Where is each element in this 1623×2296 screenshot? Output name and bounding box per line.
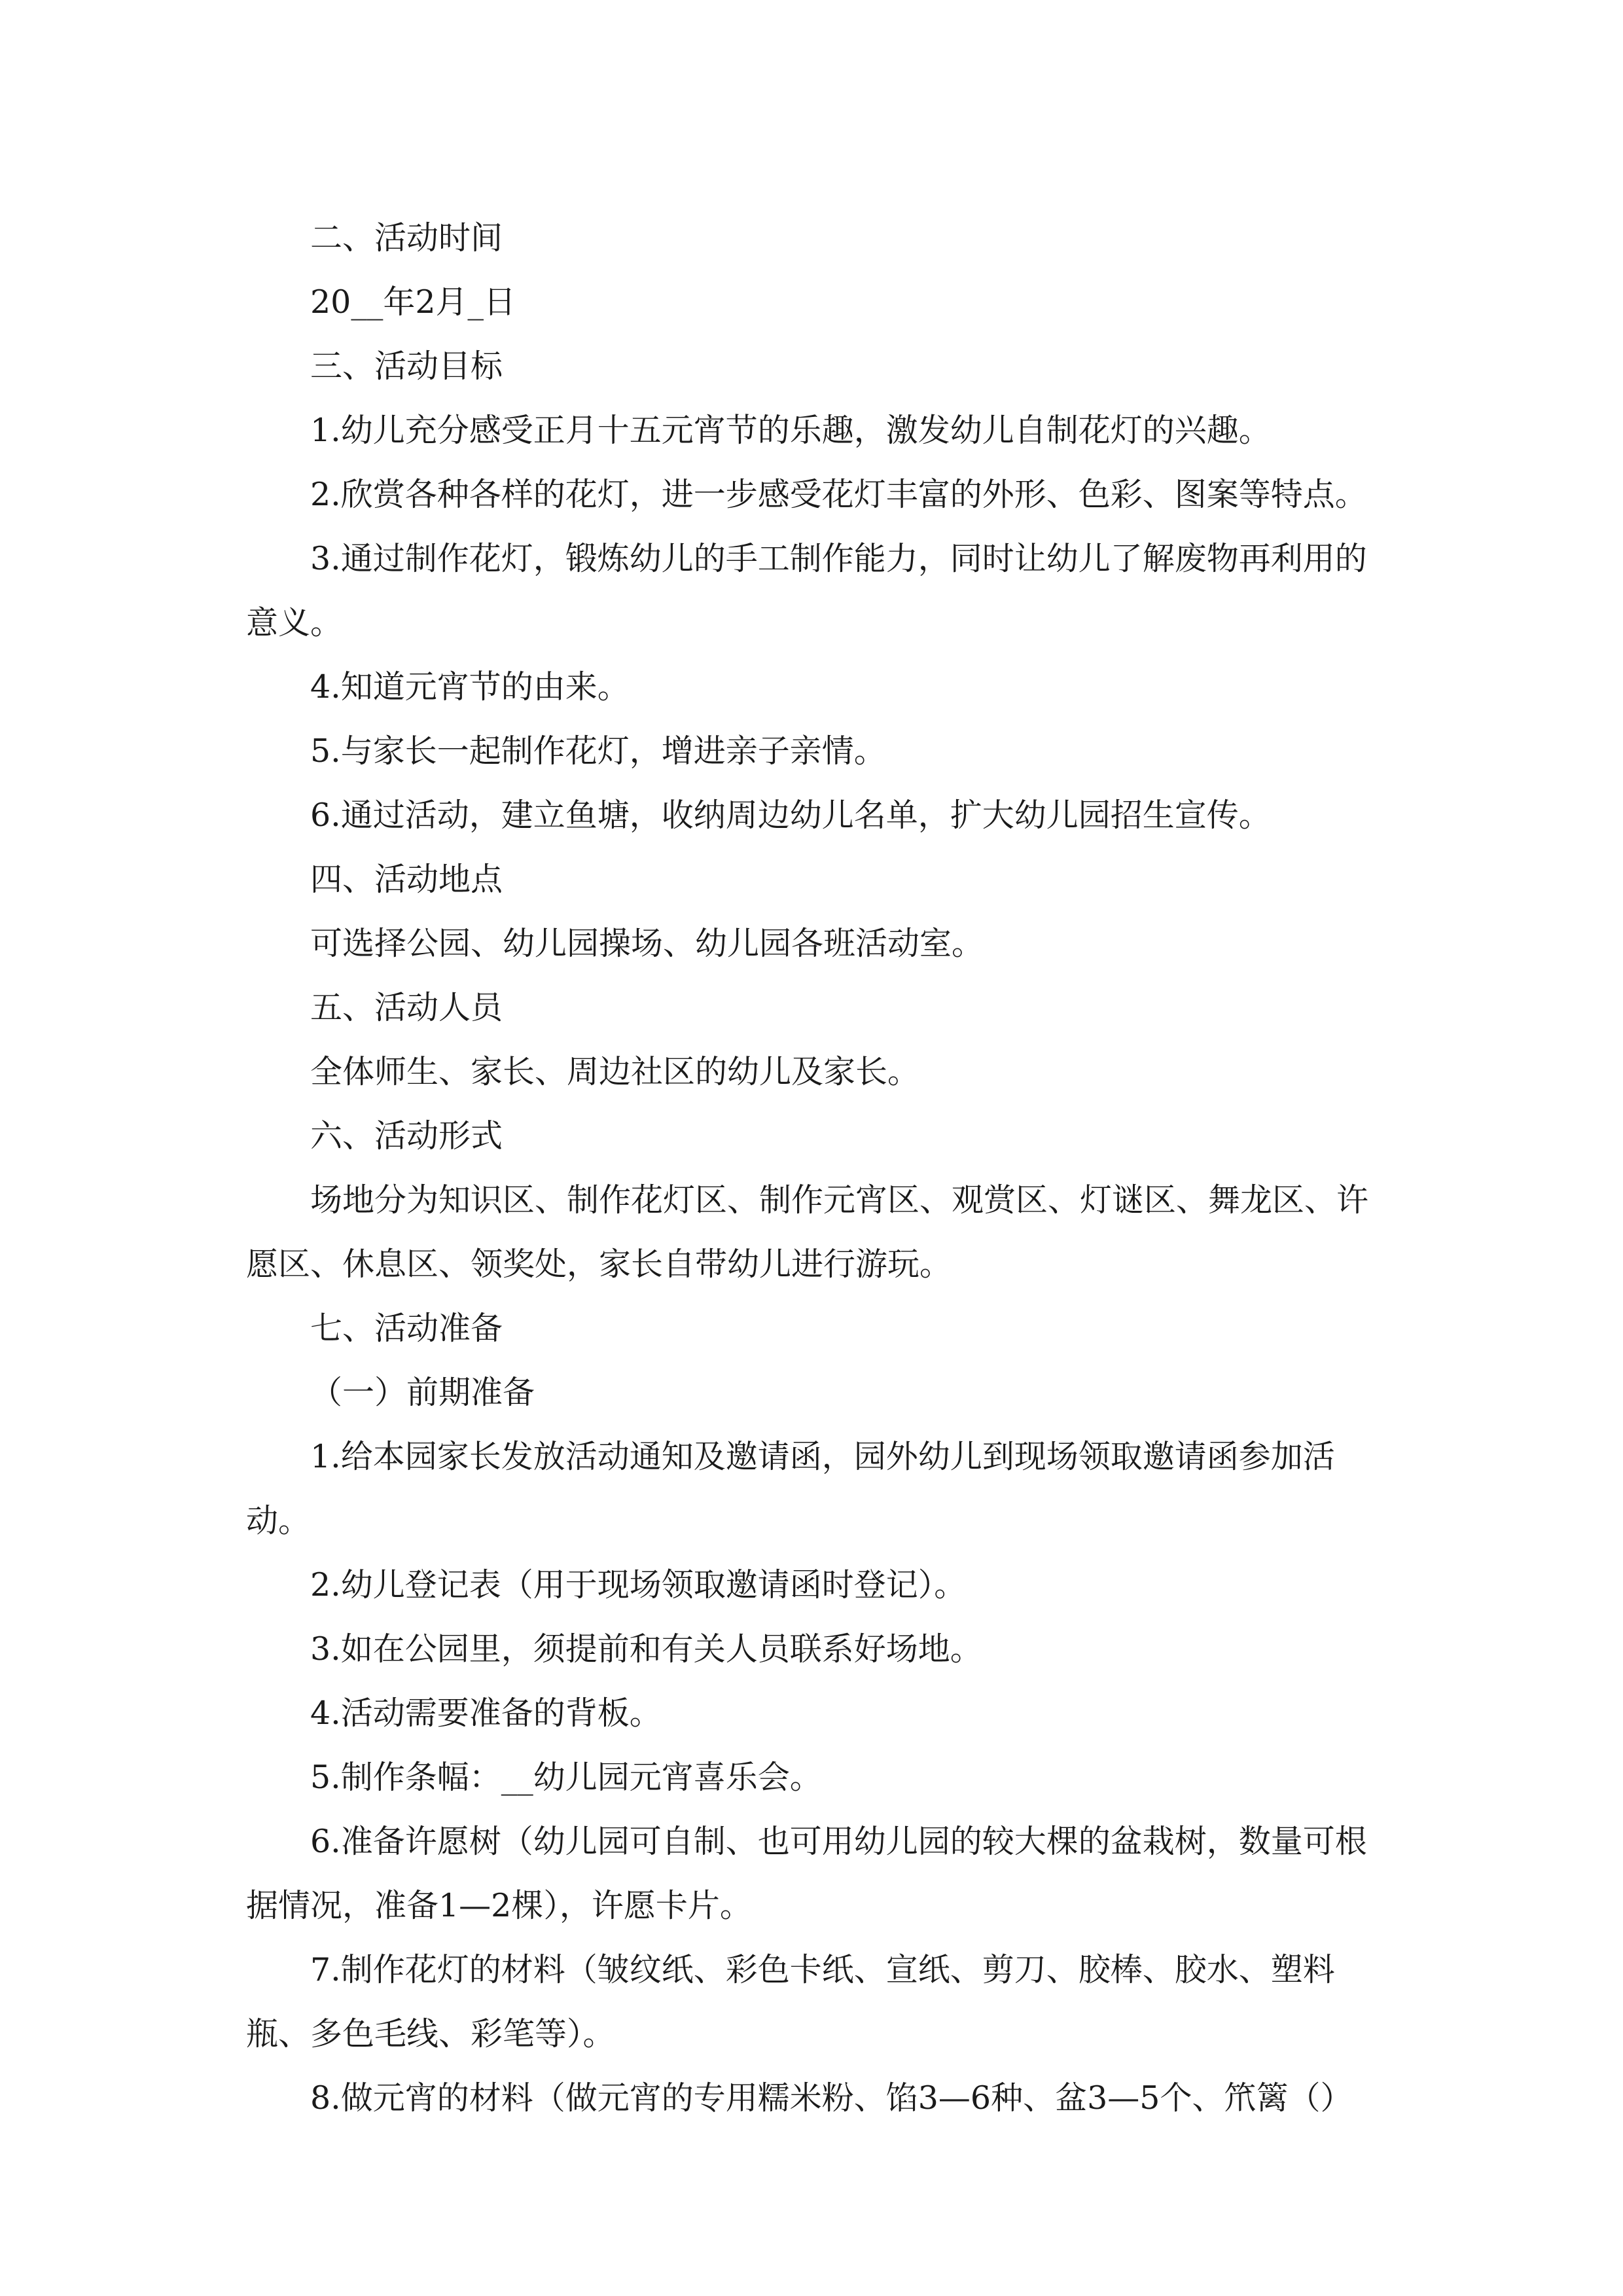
paragraph-prep-2: 2.幼儿登记表（用于现场领取邀请函时登记）。 [310, 1566, 967, 1604]
section-heading-preparation: 七、活动准备 [310, 1310, 503, 1347]
paragraph-location: 可选择公园、幼儿园操场、幼儿园各班活动室。 [310, 925, 984, 962]
paragraph-goal-3: 3.通过制作花灯，锻炼幼儿的手工制作能力，同时让幼儿了解废物再利用的意义。 [246, 540, 1367, 641]
paragraph-date: 20__年2月_日 [310, 283, 516, 321]
section-heading-goals: 三、活动目标 [310, 348, 503, 385]
paragraph-prep-8: 8.做元宵的材料（做元宵的专用糯米粉、馅3—6种、盆3—5个、笊篱（） [310, 2079, 1353, 2117]
section-heading-format: 六、活动形式 [310, 1117, 503, 1155]
paragraph-prep-4: 4.活动需要准备的背板。 [310, 1695, 662, 1732]
paragraph-format: 场地分为知识区、制作花灯区、制作元宵区、观赏区、灯谜区、舞龙区、许愿区、休息区、领奖处，家长自带幼儿进行游玩。 [246, 1181, 1369, 1283]
paragraph-prep-5: 5.制作条幅：__幼儿园元宵喜乐会。 [310, 1759, 822, 1796]
paragraph-goal-2: 2.欣赏各种各样的花灯，进一步感受花灯丰富的外形、色彩、图案等特点。 [310, 476, 1367, 513]
paragraph-prep-7: 7.制作花灯的材料（皱纹纸、彩色卡纸、宣纸、剪刀、胶棒、胶水、塑料瓶、多色毛线、彩笔等）。 [246, 1951, 1335, 2053]
subsection-heading-early-preparation: （一）前期准备 [310, 1374, 535, 1411]
paragraph-prep-1: 1.给本园家长发放活动通知及邀请函，园外幼儿到现场领取邀请函参加活动。 [246, 1438, 1335, 1539]
paragraph-goal-1: 1.幼儿充分感受正月十五元宵节的乐趣，激发幼儿自制花灯的兴趣。 [310, 412, 1271, 449]
paragraph-goal-6: 6.通过活动，建立鱼塘，收纳周边幼儿名单，扩大幼儿园招生宣传。 [310, 797, 1271, 834]
document-body [246, 206, 1398, 2130]
paragraph-people: 全体师生、家长、周边社区的幼儿及家长。 [310, 1053, 920, 1090]
paragraph-goal-4: 4.知道元宵节的由来。 [310, 668, 630, 706]
paragraph-goal-5: 5.与家长一起制作花灯，增进亲子亲情。 [310, 732, 886, 770]
section-heading-location: 四、活动地点 [310, 861, 503, 898]
section-heading-time: 二、活动时间 [310, 219, 503, 257]
paragraph-prep-6: 6.准备许愿树（幼儿园可自制、也可用幼儿园的较大棵的盆栽树，数量可根据情况，准备1—2棵），许愿卡片。 [246, 1823, 1367, 1924]
section-heading-people: 五、活动人员 [310, 989, 503, 1026]
paragraph-prep-3: 3.如在公园里，须提前和有关人员联系好场地。 [310, 1630, 982, 1668]
